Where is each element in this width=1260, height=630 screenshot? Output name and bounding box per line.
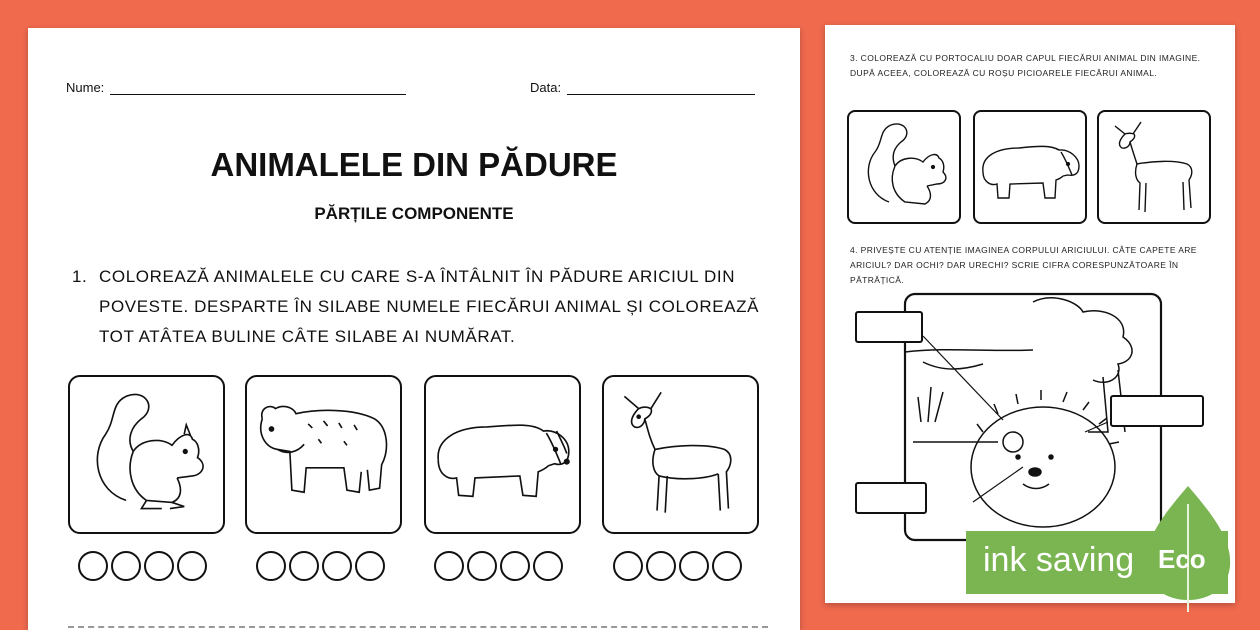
page-title: ANIMALELE DIN PĂDURE <box>210 146 618 183</box>
syllable-dot[interactable] <box>712 551 742 581</box>
syllable-dot[interactable] <box>500 551 530 581</box>
syllable-dots-4 <box>613 551 742 581</box>
animal-box-squirrel[interactable] <box>68 375 225 534</box>
syllable-dot[interactable] <box>78 551 108 581</box>
ink-saving-label: ink saving <box>983 541 1135 579</box>
syllable-dot[interactable] <box>679 551 709 581</box>
bottom-divider <box>68 626 768 628</box>
syllable-dot[interactable] <box>177 551 207 581</box>
syllable-dots-1 <box>78 551 207 581</box>
syllable-dot[interactable] <box>434 551 464 581</box>
syllable-dot[interactable] <box>467 551 497 581</box>
small-box-deer[interactable] <box>1097 110 1211 224</box>
date-label: Data: <box>530 80 562 95</box>
badger-icon <box>426 377 579 532</box>
syllable-dot[interactable] <box>111 551 141 581</box>
syllable-dot[interactable] <box>355 551 385 581</box>
name-line <box>110 94 406 95</box>
worksheet-page-1 <box>28 28 800 630</box>
squirrel-icon <box>849 112 959 222</box>
answer-box-eyes[interactable] <box>855 482 927 514</box>
syllable-dot[interactable] <box>613 551 643 581</box>
syllable-dots-2 <box>256 551 385 581</box>
answer-box-head[interactable] <box>1110 395 1204 427</box>
animal-box-badger[interactable] <box>424 375 581 534</box>
animal-box-bear[interactable] <box>245 375 402 534</box>
answer-box-ears[interactable] <box>855 311 923 343</box>
date-line <box>567 94 755 95</box>
small-box-badger[interactable] <box>973 110 1087 224</box>
eco-label: Eco <box>1158 544 1206 574</box>
syllable-dot[interactable] <box>646 551 676 581</box>
syllable-dot[interactable] <box>533 551 563 581</box>
syllable-dot[interactable] <box>256 551 286 581</box>
syllable-dot[interactable] <box>289 551 319 581</box>
badger-icon <box>975 112 1085 222</box>
task-1-number: 1. <box>72 267 88 286</box>
task-3-text: 3. COLOREAZĂ CU PORTOCALIU DOAR CAPUL FIECĂRUI ANIMAL DIN IMAGINE. DUPĂ ACEEA, COLOREAZĂ CU ROȘU PICIOARELE FIECĂRUI ANIMAL. <box>850 53 1201 78</box>
syllable-dot[interactable] <box>144 551 174 581</box>
task-4-text: 4. PRIVEȘTE CU ATENȚIE IMAGINEA CORPULUI ARICIULUI. CÂTE CAPETE ARE ARICIUL? DAR OCHI? DAR URECHI? SCRIE CIFRA CORESPUNZĂTOARE ÎN PĂTRĂȚICĂ. <box>850 245 1197 285</box>
name-field <box>66 80 406 95</box>
animal-box-deer[interactable] <box>602 375 759 534</box>
deer-icon <box>1099 112 1209 222</box>
syllable-dot[interactable] <box>322 551 352 581</box>
squirrel-icon <box>70 377 223 532</box>
page-subtitle: PĂRȚILE COMPONENTE <box>314 204 514 223</box>
date-field <box>530 80 755 95</box>
task-1-text: COLOREAZĂ ANIMALELE CU CARE S-A ÎNTÂLNIT ÎN PĂDURE ARICIUL DIN POVESTE. DESPARTE ÎN SILABE NUMELE FIECĂRUI ANIMAL ȘI COLOREAZĂ TOT ATÂTEA BULINE CÂTE SILABE AI NUMĂRAT. <box>99 267 760 346</box>
task-1 <box>72 262 762 352</box>
name-label: Nume: <box>66 80 105 95</box>
small-box-squirrel[interactable] <box>847 110 961 224</box>
deer-icon <box>604 377 757 532</box>
syllable-dots-3 <box>434 551 563 581</box>
bear-icon <box>247 377 400 532</box>
